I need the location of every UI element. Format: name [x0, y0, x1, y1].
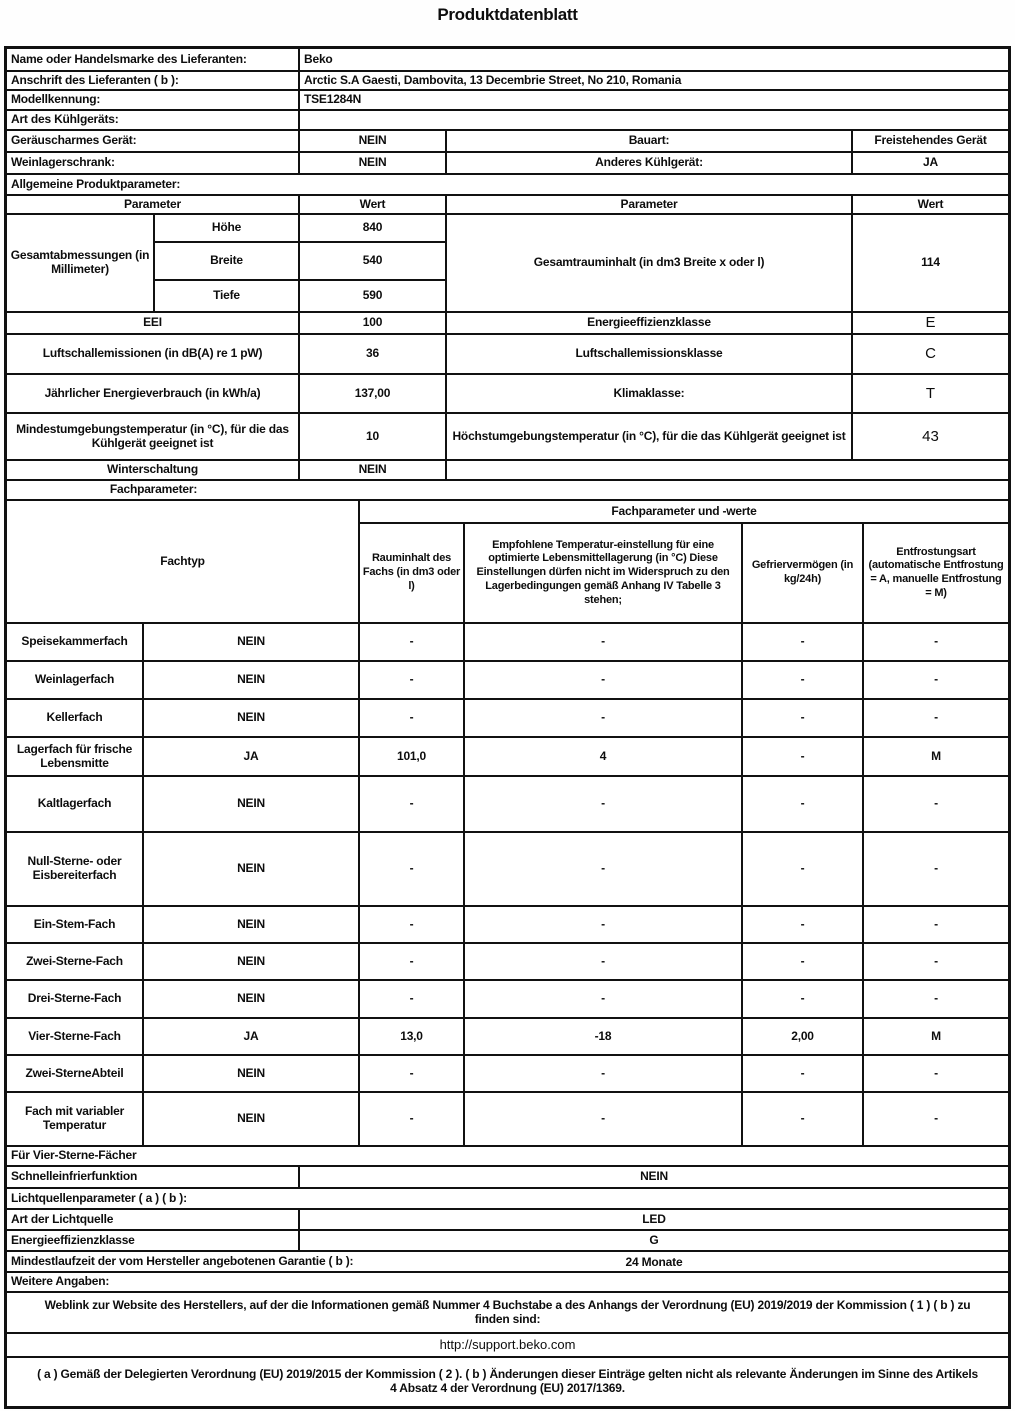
- row-label: Geräuscharmes Gerät:: [7, 131, 300, 151]
- compartment-volume: -: [360, 1093, 465, 1145]
- compartment-freezing: -: [743, 981, 864, 1017]
- row-label: Energieeffizienzklasse: [7, 1231, 300, 1250]
- compartment-type: Ein-Stem-Fach: [7, 907, 144, 942]
- table-row-weblink-url: [7, 1334, 1008, 1358]
- compartment-temperature: -: [465, 700, 743, 736]
- compartment-volume: -: [360, 981, 465, 1017]
- table-row-light-energy-class: [7, 1231, 1008, 1252]
- compartment-temperature: -: [465, 833, 743, 905]
- compartment-defrost: -: [934, 1111, 938, 1126]
- table-row-compartment: [7, 662, 1008, 700]
- row-value: G: [649, 1232, 659, 1247]
- table-row-compartment: [7, 777, 1008, 833]
- compartment-freezing: -: [743, 1056, 864, 1091]
- total-volume-value: 114: [921, 255, 940, 270]
- page-title: Produktdatenblatt: [437, 5, 578, 24]
- table-row-supplier-name: [7, 49, 1008, 72]
- row-value: 10: [300, 414, 447, 459]
- compartment-temperature: 4: [465, 738, 743, 775]
- compartment-type: Kaltlagerfach: [7, 777, 144, 831]
- column-header-volume: Rauminhalt des Fachs (in dm3 oder l): [360, 524, 465, 622]
- compartment-volume: -: [360, 700, 465, 736]
- row-label-2: Höchstumgebungstemperatur (in °C), für die das Kühlgerät geeignet ist: [447, 414, 853, 459]
- table-row-supplier-address: [7, 72, 1008, 91]
- column-header-defrost: Entfrostungsart (automatische Entfrostung = A, manuelle Entfrostung = M): [868, 545, 1004, 599]
- compartment-present: NEIN: [144, 700, 360, 736]
- compartment-volume: -: [360, 1056, 465, 1091]
- table-row-model-id: [7, 91, 1008, 111]
- table-row-compartment: [7, 624, 1008, 662]
- column-header: Wert: [917, 196, 944, 211]
- column-header-temperature: Empfohlene Temperatur-einstellung für eine optimierte Lebensmittellagerung (in °C) Diese Einstellungen dürfen nicht im Widerspruch zu den Lagerbedingungen gemäß Anhang IV Tabelle 3 stehen;: [465, 524, 743, 622]
- compartment-type: Fach mit variabler Temperatur: [7, 1093, 144, 1145]
- compartment-freezing: -: [743, 1093, 864, 1145]
- compartment-defrost: -: [934, 916, 938, 931]
- compartment-type: Zwei-Sterne-Fach: [7, 944, 144, 979]
- compartment-freezing: -: [743, 662, 864, 698]
- compartment-volume: 13,0: [360, 1019, 465, 1054]
- weblink-description: Weblink zur Website des Herstellers, auf der die Informationen gemäß Nummer 4 Buchstabe a des Anhangs der Verordnung (EU) 2019/2019 der Kommission ( 1 ) ( b ) zu finden sind:: [44, 1297, 971, 1326]
- row-value: NEIN: [300, 461, 447, 479]
- dimension-row-width: [155, 243, 447, 281]
- section-label: Lichtquellenparameter ( a ) ( b ):: [11, 1190, 187, 1205]
- compartment-temperature: -: [465, 1093, 743, 1145]
- column-header: Parameter: [7, 196, 300, 213]
- compartment-freezing: 2,00: [743, 1019, 864, 1054]
- dimension-row-depth: [155, 281, 447, 311]
- compartment-volume: -: [360, 833, 465, 905]
- column-header: Wert: [300, 196, 447, 213]
- row-label-2: Anderes Kühlgerät:: [447, 153, 853, 173]
- table-row-eei: [7, 313, 1008, 335]
- table-row-compartment: [7, 1019, 1008, 1056]
- row-value: 24 Monate: [625, 1254, 683, 1269]
- compartment-type: Drei-Sterne-Fach: [7, 981, 144, 1017]
- compartment-defrost: -: [934, 991, 938, 1006]
- dimension-name: Breite: [155, 243, 300, 279]
- datasheet-table: [4, 46, 1011, 1409]
- row-value: NEIN: [300, 131, 447, 151]
- table-row-compartment: [7, 981, 1008, 1019]
- compartment-defrost: -: [934, 796, 938, 811]
- row-value: 137,00: [300, 375, 447, 412]
- row-value: Beko: [304, 51, 333, 66]
- dimension-value: 540: [300, 243, 447, 279]
- compartment-temperature: -: [465, 662, 743, 698]
- compartment-type: Weinlagerfach: [7, 662, 144, 698]
- compartment-freezing: -: [743, 738, 864, 775]
- row-label: EEI: [7, 313, 300, 333]
- compartment-volume: -: [360, 907, 465, 942]
- column-header: Parameter: [447, 196, 853, 213]
- section-label: Fachparameter:: [109, 482, 198, 497]
- compartment-defrost: -: [934, 634, 938, 649]
- compartment-present: NEIN: [144, 777, 360, 831]
- table-row-compartment: [7, 1093, 1008, 1147]
- row-label: Winterschaltung: [7, 461, 300, 479]
- row-value: LED: [642, 1211, 666, 1226]
- table-row-light-type: [7, 1210, 1008, 1231]
- section-header-further-info: [7, 1273, 1008, 1293]
- section-label: Für Vier-Sterne-Fächer: [11, 1148, 137, 1163]
- compartment-freezing: -: [743, 700, 864, 736]
- row-label: Name oder Handelsmarke des Lieferanten:: [7, 49, 300, 70]
- row-value: NEIN: [300, 153, 447, 173]
- compartment-freezing: -: [743, 777, 864, 831]
- compartment-defrost: -: [934, 861, 938, 876]
- row-label: Modellkennung:: [7, 91, 300, 109]
- compartment-type: Lagerfach für frische Lebensmitte: [7, 738, 144, 775]
- compartment-volume: 101,0: [360, 738, 465, 775]
- empty-cell: [447, 461, 1008, 479]
- table-row-compartment: [7, 944, 1008, 981]
- compartment-freezing: -: [743, 833, 864, 905]
- compartment-temperature: -: [465, 981, 743, 1017]
- table-row-ambient-temperature: [7, 414, 1008, 461]
- row-label-2: Bauart:: [447, 131, 853, 151]
- compartment-defrost: M: [931, 1028, 941, 1043]
- compartment-defrost: M: [931, 748, 941, 763]
- table-row-winter-setting: [7, 461, 1008, 481]
- compartment-volume: -: [360, 624, 465, 660]
- row-value: [300, 111, 1008, 129]
- compartment-present: NEIN: [144, 662, 360, 698]
- compartment-temperature: -: [465, 944, 743, 979]
- table-row-noise: [7, 335, 1008, 375]
- weblink-url: http://support.beko.com: [439, 1336, 576, 1352]
- table-row-footnote: [7, 1358, 1008, 1406]
- dimensions-label: Gesamtabmessungen (in Millimeter): [7, 215, 155, 311]
- row-label-2: Energieeffizienzklasse: [447, 313, 853, 333]
- compartment-type: Vier-Sterne-Fach: [7, 1019, 144, 1054]
- compartment-type: Kellerfach: [7, 700, 144, 736]
- compartment-present: NEIN: [144, 981, 360, 1017]
- compartment-present: JA: [144, 1019, 360, 1054]
- row-value: 36: [300, 335, 447, 373]
- compartment-header-group: [360, 501, 1008, 622]
- compartment-present: NEIN: [144, 1056, 360, 1091]
- compartment-defrost: -: [934, 1065, 938, 1080]
- row-label: Anschrift des Lieferanten ( b ):: [7, 72, 300, 89]
- row-value: NEIN: [640, 1169, 668, 1184]
- dimensions-subtable: [155, 215, 447, 311]
- total-volume-label: Gesamtrauminhalt (in dm3 Breite x oder l): [447, 215, 853, 311]
- row-value-2: 43: [922, 427, 939, 445]
- compartment-freezing: -: [743, 624, 864, 660]
- compartment-present: JA: [144, 738, 360, 775]
- compartment-freezing: -: [743, 944, 864, 979]
- table-row-compartment: [7, 1056, 1008, 1093]
- table-row-compartment: [7, 700, 1008, 738]
- table-row-low-noise: [7, 131, 1008, 153]
- compartment-volume: -: [360, 777, 465, 831]
- compartment-present: NEIN: [144, 624, 360, 660]
- row-label: Luftschallemissionen (in dB(A) re 1 pW): [7, 335, 300, 373]
- table-row-compartment: [7, 833, 1008, 907]
- footnote-text: ( a ) Gemäß der Delegierten Verordnung (EU) 2019/2015 der Kommission ( 2 ). ( b ) Änderungen dieser Einträge gelten nicht als relevante Änderungen im Sinne des Artikels 4 Absatz 4 der Verordnung (EU) 2017/1369.: [37, 1367, 978, 1395]
- compartment-table-header: [7, 501, 1008, 624]
- row-value-2: JA: [923, 155, 938, 170]
- compartment-volume: -: [360, 944, 465, 979]
- row-label: Art des Kühlgeräts:: [7, 111, 300, 129]
- compartment-defrost: -: [934, 953, 938, 968]
- table-row-guarantee: [7, 1252, 1008, 1273]
- column-header-fachtyp: Fachtyp: [7, 501, 360, 622]
- dimension-name: Höhe: [155, 215, 300, 241]
- row-value: 100: [300, 313, 447, 333]
- compartment-defrost: -: [934, 672, 938, 687]
- row-value: Arctic S.A Gaesti, Dambovita, 13 Decembrie Street, No 210, Romania: [304, 72, 682, 87]
- section-header-general: [7, 175, 1008, 196]
- section-header-four-star: [7, 1147, 1008, 1167]
- compartment-type: Null-Sterne- oder Eisbereiterfach: [7, 833, 144, 905]
- dimension-value: 590: [300, 281, 447, 311]
- compartment-present: NEIN: [144, 1093, 360, 1145]
- row-label: Art der Lichtquelle: [7, 1210, 300, 1229]
- dimension-name: Tiefe: [155, 281, 300, 311]
- table-row-compartment: [7, 907, 1008, 944]
- row-label: Jährlicher Energieverbrauch (in kWh/a): [7, 375, 300, 412]
- row-label-2: Klimaklasse:: [447, 375, 853, 412]
- table-row-appliance-type: [7, 111, 1008, 131]
- row-value-2: Freistehendes Gerät: [874, 133, 987, 148]
- column-header-freezing: Gefriervermögen (in kg/24h): [743, 524, 864, 622]
- section-label: Weitere Angaben:: [11, 1274, 110, 1289]
- compartment-temperature: -: [465, 907, 743, 942]
- row-label-2: Luftschallemissionsklasse: [447, 335, 853, 373]
- row-value-2: E: [925, 314, 936, 332]
- row-value-2: C: [925, 345, 936, 363]
- dimension-value: 840: [300, 215, 447, 241]
- compartment-defrost: -: [934, 710, 938, 725]
- table-row-compartment: [7, 738, 1008, 777]
- section-header-light-source: [7, 1189, 1008, 1210]
- table-row-energy-consumption: [7, 375, 1008, 414]
- compartment-present: NEIN: [144, 833, 360, 905]
- row-label: Weinlagerschrank:: [7, 153, 300, 173]
- table-row-wine-storage: [7, 153, 1008, 175]
- compartment-volume: -: [360, 662, 465, 698]
- compartment-temperature: -18: [465, 1019, 743, 1054]
- row-value-2: T: [925, 384, 936, 402]
- table-row-dimensions: [7, 215, 1008, 313]
- compartment-type: Zwei-SterneAbteil: [7, 1056, 144, 1091]
- row-label: Schnelleinfrierfunktion: [7, 1167, 300, 1187]
- table-row-weblink-description: [7, 1293, 1008, 1334]
- section-label: Allgemeine Produktparameter:: [11, 176, 181, 191]
- row-value: TSE1284N: [304, 92, 362, 107]
- compartment-temperature: -: [465, 1056, 743, 1091]
- compartment-present: NEIN: [144, 944, 360, 979]
- row-label: Mindestlaufzeit der vom Hersteller angebotenen Garantie ( b ):: [11, 1253, 354, 1268]
- compartment-present: NEIN: [144, 907, 360, 942]
- compartment-type: Speisekammerfach: [7, 624, 144, 660]
- section-header-compartments: [7, 481, 1008, 501]
- table-row-param-header: [7, 196, 1008, 215]
- table-row-fast-freeze: [7, 1167, 1008, 1189]
- compartment-temperature: -: [465, 624, 743, 660]
- dimension-row-height: [155, 215, 447, 243]
- group-header: Fachparameter und -werte: [360, 501, 1008, 524]
- compartment-temperature: -: [465, 777, 743, 831]
- row-label: Mindestumgebungstemperatur (in °C), für die das Kühlgerät geeignet ist: [7, 414, 300, 459]
- compartment-freezing: -: [743, 907, 864, 942]
